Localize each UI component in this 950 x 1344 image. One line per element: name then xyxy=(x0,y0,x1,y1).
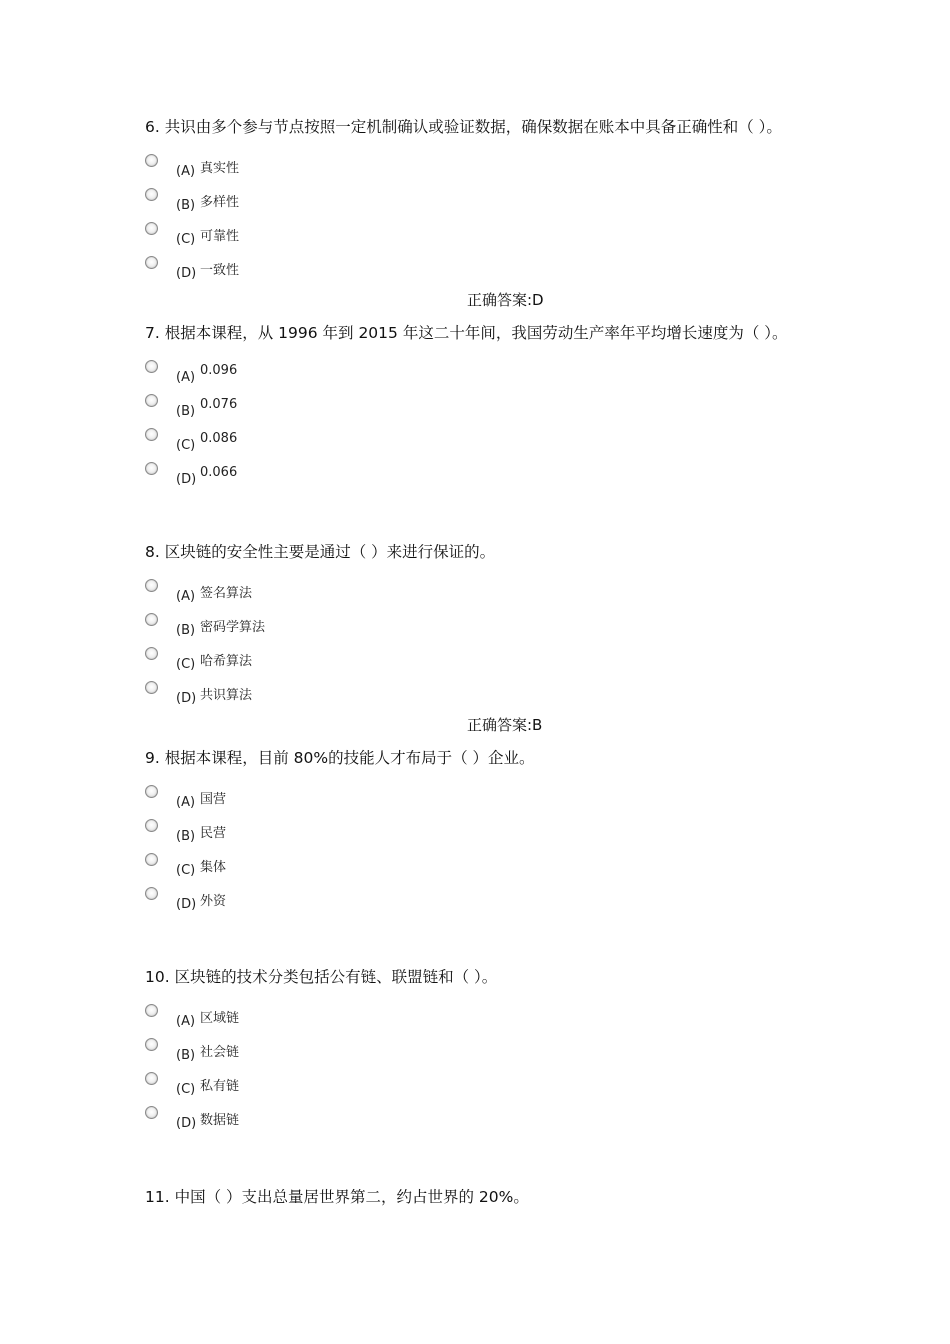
question-8-text: 8. 区块链的安全性主要是通过（ ）来进行保证的。 xyxy=(145,543,496,561)
option-letter: (A) xyxy=(176,370,196,385)
option-letter: (B) xyxy=(176,404,196,419)
option-9b[interactable] xyxy=(145,819,445,845)
option-7a[interactable] xyxy=(145,360,445,386)
correct-answer-8: 正确答案:B xyxy=(467,716,543,734)
option-letter: (D) xyxy=(176,472,197,487)
question-6-text: 6. 共识由多个参与节点按照一定机制确认或验证数据，确保数据在账本中具备正确性和（ ）。 xyxy=(145,118,782,136)
option-letter: (D) xyxy=(176,266,197,281)
option-text: 外资 xyxy=(200,894,227,909)
option-text: 一致性 xyxy=(200,263,240,278)
question-11-text: 11. 中国（ ）支出总量居世界第二，约占世界的 20%。 xyxy=(145,1188,529,1206)
option-text: 社会链 xyxy=(200,1045,240,1060)
radio-button[interactable] xyxy=(145,1038,158,1051)
option-text: 共识算法 xyxy=(200,688,253,703)
radio-button[interactable] xyxy=(145,1004,158,1017)
option-text: 密码学算法 xyxy=(200,620,266,635)
radio-button[interactable] xyxy=(145,887,158,900)
option-text: 哈希算法 xyxy=(200,654,253,669)
option-letter: (D) xyxy=(176,897,197,912)
option-8d[interactable] xyxy=(145,681,445,707)
option-letter: (D) xyxy=(176,1116,197,1131)
option-10d[interactable] xyxy=(145,1106,445,1132)
radio-button[interactable] xyxy=(145,188,158,201)
option-letter: (B) xyxy=(176,1048,196,1063)
option-text: 集体 xyxy=(200,860,227,875)
radio-button[interactable] xyxy=(145,222,158,235)
option-text: 0.076 xyxy=(200,397,238,412)
radio-button[interactable] xyxy=(145,462,158,475)
option-text: 多样性 xyxy=(200,195,240,210)
radio-button[interactable] xyxy=(145,360,158,373)
radio-button[interactable] xyxy=(145,1106,158,1119)
radio-button[interactable] xyxy=(145,394,158,407)
option-text: 签名算法 xyxy=(200,586,253,601)
option-7d[interactable] xyxy=(145,462,445,488)
option-6b[interactable] xyxy=(145,188,445,214)
question-9-text: 9. 根据本课程，目前 80%的技能人才布局于（ ）企业。 xyxy=(145,749,535,767)
option-text: 0.066 xyxy=(200,465,238,480)
option-letter: (B) xyxy=(176,829,196,844)
option-letter: (D) xyxy=(176,691,197,706)
option-6a[interactable] xyxy=(145,154,445,180)
option-8a[interactable] xyxy=(145,579,445,605)
option-text: 国营 xyxy=(200,792,227,807)
option-7c[interactable] xyxy=(145,428,445,454)
radio-button[interactable] xyxy=(145,647,158,660)
option-letter: (A) xyxy=(176,1014,196,1029)
option-6d[interactable] xyxy=(145,256,445,282)
option-9a[interactable] xyxy=(145,785,445,811)
option-8c[interactable] xyxy=(145,647,445,673)
option-letter: (B) xyxy=(176,623,196,638)
radio-button[interactable] xyxy=(145,681,158,694)
radio-button[interactable] xyxy=(145,256,158,269)
option-text: 真实性 xyxy=(200,161,240,176)
question-7-text: 7. 根据本课程，从 1996 年到 2015 年这二十年间，我国劳动生产率年平均增长速度为（ ）。 xyxy=(145,324,788,342)
radio-button[interactable] xyxy=(145,154,158,167)
option-letter: (A) xyxy=(176,589,196,604)
option-letter: (A) xyxy=(176,164,196,179)
option-text: 0.096 xyxy=(200,363,238,378)
option-6c[interactable] xyxy=(145,222,445,248)
radio-button[interactable] xyxy=(145,819,158,832)
option-letter: (A) xyxy=(176,795,196,810)
option-7b[interactable] xyxy=(145,394,445,420)
radio-button[interactable] xyxy=(145,785,158,798)
option-8b[interactable] xyxy=(145,613,445,639)
radio-button[interactable] xyxy=(145,613,158,626)
radio-button[interactable] xyxy=(145,1072,158,1085)
option-letter: (C) xyxy=(176,438,196,453)
option-letter: (C) xyxy=(176,1082,196,1097)
option-letter: (C) xyxy=(176,863,196,878)
option-text: 区域链 xyxy=(200,1011,240,1026)
correct-answer-6: 正确答案:D xyxy=(467,291,544,309)
option-9d[interactable] xyxy=(145,887,445,913)
option-letter: (C) xyxy=(176,232,196,247)
option-letter: (B) xyxy=(176,198,196,213)
option-10a[interactable] xyxy=(145,1004,445,1030)
question-10-text: 10. 区块链的技术分类包括公有链、联盟链和（ ）。 xyxy=(145,968,498,986)
option-letter: (C) xyxy=(176,657,196,672)
option-10b[interactable] xyxy=(145,1038,445,1064)
option-text: 数据链 xyxy=(200,1113,240,1128)
radio-button[interactable] xyxy=(145,853,158,866)
option-text: 0.086 xyxy=(200,431,238,446)
option-text: 民营 xyxy=(200,826,227,841)
option-10c[interactable] xyxy=(145,1072,445,1098)
option-text: 私有链 xyxy=(200,1079,240,1094)
radio-button[interactable] xyxy=(145,579,158,592)
option-text: 可靠性 xyxy=(200,229,240,244)
option-9c[interactable] xyxy=(145,853,445,879)
radio-button[interactable] xyxy=(145,428,158,441)
